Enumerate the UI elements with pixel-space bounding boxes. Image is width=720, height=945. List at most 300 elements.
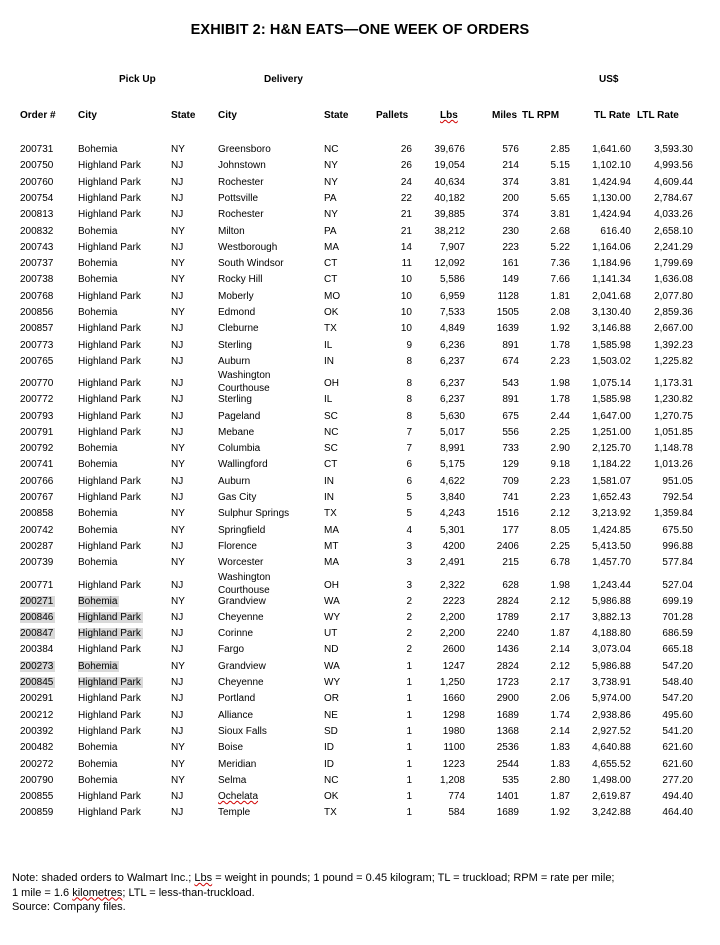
cell-miles: 1128 bbox=[497, 290, 519, 302]
cell-tl-rpm: 1.78 bbox=[550, 394, 570, 406]
cell-ltl-rate: 3,593.30 bbox=[654, 144, 693, 155]
cell-pickup-city: Highland Park bbox=[78, 323, 141, 335]
cell-weight-lbs: 2600 bbox=[442, 644, 465, 656]
cell-tl-rate: 616.40 bbox=[600, 225, 631, 237]
cell-order-number: 200738 bbox=[20, 274, 54, 286]
cell-order-number: 200858 bbox=[20, 508, 54, 520]
footnote-lbs-term: Lbs bbox=[194, 872, 213, 884]
cell-miles: 1689 bbox=[496, 807, 519, 819]
cell-tl-rpm: 2.23 bbox=[550, 492, 570, 503]
cell-pallets: 1 bbox=[406, 774, 412, 786]
cell-order-number: 200765 bbox=[20, 355, 54, 367]
cell-weight-lbs: 7,907 bbox=[439, 241, 465, 253]
cell-tl-rate: 3,738.91 bbox=[592, 677, 631, 688]
cell-order-number: 200743 bbox=[20, 241, 54, 253]
cell-order-number: 200768 bbox=[20, 290, 54, 302]
cell-ltl-rate: 277.20 bbox=[662, 774, 693, 786]
cell-pallets: 1 bbox=[406, 758, 412, 770]
cell-pickup-state: NJ bbox=[171, 426, 184, 438]
cell-pickup-state: NJ bbox=[171, 492, 184, 503]
cell-weight-lbs: 6,236 bbox=[439, 339, 465, 351]
cell-pallets: 14 bbox=[400, 241, 412, 253]
cell-pickup-city: Bohemia bbox=[78, 508, 118, 520]
cell-pallets: 4 bbox=[406, 524, 412, 536]
cell-miles: 543 bbox=[502, 378, 519, 390]
cell-delivery-city: Westborough bbox=[218, 241, 278, 253]
cell-delivery-state: MA bbox=[324, 557, 339, 569]
cell-tl-rate: 1,243.44 bbox=[592, 579, 631, 591]
cell-ltl-rate: 547.20 bbox=[662, 660, 693, 672]
cell-delivery-city: Washington Courthouse bbox=[218, 370, 271, 395]
cell-delivery-city: Sioux Falls bbox=[218, 725, 267, 737]
cell-tl-rpm: 7.36 bbox=[550, 258, 570, 270]
cell-tl-rate: 3,213.92 bbox=[592, 508, 631, 520]
cell-weight-lbs: 5,586 bbox=[439, 274, 465, 286]
cell-pickup-city: Highland Park bbox=[78, 791, 141, 803]
cell-delivery-city: Cleburne bbox=[218, 323, 259, 335]
header-tl-rpm: TL RPM bbox=[522, 110, 560, 121]
cell-pallets: 5 bbox=[406, 508, 412, 520]
header-lbs: Lbs bbox=[440, 110, 458, 121]
cell-order-number: 200392 bbox=[20, 725, 54, 737]
cell-ltl-rate: 1,013.26 bbox=[654, 459, 693, 471]
cell-tl-rate: 5,974.00 bbox=[592, 693, 631, 705]
cell-delivery-state: OR bbox=[324, 693, 339, 705]
cell-pickup-city: Highland Park bbox=[78, 709, 141, 721]
cell-tl-rpm: 2.23 bbox=[550, 355, 570, 367]
cell-tl-rate: 1,585.98 bbox=[592, 339, 631, 351]
cell-tl-rate: 4,655.52 bbox=[592, 758, 631, 770]
cell-miles: 1516 bbox=[496, 508, 519, 520]
cell-tl-rate: 1,503.02 bbox=[592, 355, 631, 367]
cell-pickup-city: Bohemia bbox=[78, 225, 118, 237]
cell-pickup-state: NJ bbox=[171, 192, 184, 204]
cell-delivery-city: Pageland bbox=[218, 410, 261, 422]
cell-order-number: 200287 bbox=[20, 540, 54, 552]
cell-weight-lbs: 4,849 bbox=[439, 323, 465, 335]
cell-tl-rate: 1,102.10 bbox=[592, 160, 631, 172]
cell-delivery-city: Auburn bbox=[218, 355, 251, 367]
cell-pickup-state: NJ bbox=[171, 791, 184, 803]
cell-pickup-city: Bohemia bbox=[78, 660, 118, 672]
header-order-number: Order # bbox=[20, 110, 56, 121]
cell-pickup-state: NJ bbox=[171, 709, 184, 721]
cell-miles: 1436 bbox=[496, 644, 519, 656]
cell-weight-lbs: 6,237 bbox=[439, 394, 465, 406]
cell-ltl-rate: 1,799.69 bbox=[654, 258, 693, 270]
cell-tl-rate: 2,927.52 bbox=[592, 725, 631, 737]
cell-weight-lbs: 5,175 bbox=[439, 459, 465, 471]
header-miles: Miles bbox=[492, 110, 518, 121]
cell-pallets: 10 bbox=[400, 323, 412, 335]
cell-delivery-state: NC bbox=[324, 144, 339, 155]
cell-miles: 2536 bbox=[496, 742, 519, 754]
cell-ltl-rate: 621.60 bbox=[662, 758, 693, 770]
cell-miles: 1639 bbox=[496, 323, 519, 335]
cell-miles: 230 bbox=[502, 225, 519, 237]
cell-weight-lbs: 1,250 bbox=[439, 677, 465, 688]
cell-tl-rate: 1,424.94 bbox=[592, 176, 631, 188]
cell-weight-lbs: 6,237 bbox=[439, 378, 465, 390]
cell-tl-rate: 2,125.70 bbox=[592, 443, 631, 455]
cell-tl-rate: 3,130.40 bbox=[592, 307, 631, 318]
cell-pickup-state: NJ bbox=[171, 339, 184, 351]
cell-miles: 177 bbox=[502, 524, 519, 536]
cell-tl-rpm: 2.17 bbox=[550, 677, 570, 688]
cell-miles: 1368 bbox=[496, 725, 519, 737]
header-ltl-rate: LTL Rate bbox=[637, 110, 679, 121]
cell-pickup-city: Bohemia bbox=[78, 307, 118, 318]
cell-pickup-city: Bohemia bbox=[78, 595, 118, 607]
cell-miles: 1505 bbox=[496, 307, 519, 318]
cell-weight-lbs: 38,212 bbox=[434, 225, 465, 237]
cell-tl-rpm: 2.68 bbox=[550, 225, 570, 237]
cell-pallets: 3 bbox=[406, 579, 412, 591]
cell-ltl-rate: 495.60 bbox=[662, 709, 693, 721]
cell-pallets: 1 bbox=[406, 791, 412, 803]
cell-weight-lbs: 40,182 bbox=[434, 192, 465, 204]
cell-tl-rpm: 9.18 bbox=[550, 459, 570, 471]
cell-order-number: 200770 bbox=[20, 378, 54, 390]
cell-pickup-state: NY bbox=[171, 144, 185, 155]
cell-miles: 149 bbox=[502, 274, 519, 286]
footnote-kilometres-term: kilometres bbox=[72, 886, 123, 899]
cell-order-number: 200771 bbox=[20, 579, 54, 591]
cell-pickup-city: Highland Park bbox=[78, 209, 141, 221]
cell-pickup-city: Bohemia bbox=[78, 144, 118, 155]
cell-weight-lbs: 1660 bbox=[442, 693, 465, 705]
cell-pickup-city: Highland Park bbox=[78, 644, 141, 656]
cell-order-number: 200742 bbox=[20, 524, 54, 536]
cell-delivery-city: Temple bbox=[218, 807, 251, 819]
group-header-currency: US$ bbox=[599, 74, 619, 85]
cell-pallets: 10 bbox=[400, 307, 412, 318]
footnote-text: 1 mile = 1.6 bbox=[12, 886, 73, 899]
cell-ltl-rate: 701.28 bbox=[662, 611, 693, 623]
cell-delivery-city: Milton bbox=[218, 225, 245, 237]
cell-ltl-rate: 665.18 bbox=[662, 644, 693, 656]
cell-miles: 200 bbox=[502, 192, 519, 204]
cell-order-number: 200741 bbox=[20, 459, 54, 471]
header-delivery-state: State bbox=[324, 110, 349, 121]
cell-pickup-city: Highland Park bbox=[78, 807, 141, 819]
cell-ltl-rate: 1,636.08 bbox=[654, 274, 693, 286]
cell-tl-rpm: 3.81 bbox=[550, 176, 570, 188]
cell-tl-rpm: 1.83 bbox=[550, 742, 570, 754]
cell-pickup-state: NJ bbox=[171, 628, 184, 640]
cell-delivery-state: OK bbox=[324, 307, 339, 318]
cell-tl-rpm: 2.08 bbox=[550, 307, 570, 318]
cell-tl-rate: 1,585.98 bbox=[592, 394, 631, 406]
cell-pallets: 1 bbox=[406, 693, 412, 705]
cell-ltl-rate: 4,993.56 bbox=[654, 160, 693, 172]
cell-order-number: 200384 bbox=[20, 644, 54, 656]
cell-delivery-city: Rochester bbox=[218, 209, 264, 221]
cell-weight-lbs: 5,630 bbox=[439, 410, 465, 422]
cell-weight-lbs: 774 bbox=[448, 791, 465, 803]
cell-pickup-city: Highland Park bbox=[78, 475, 141, 487]
cell-delivery-city: Sterling bbox=[218, 339, 252, 351]
cell-ltl-rate: 1,270.75 bbox=[654, 410, 693, 422]
cell-order-number: 200767 bbox=[20, 492, 54, 503]
cell-delivery-state: IN bbox=[324, 492, 334, 503]
cell-order-number: 200846 bbox=[20, 611, 54, 623]
cell-pickup-state: NJ bbox=[171, 160, 184, 172]
cell-pallets: 8 bbox=[406, 394, 412, 406]
cell-delivery-city: Portland bbox=[218, 693, 256, 705]
cell-pallets: 24 bbox=[400, 176, 412, 188]
cell-weight-lbs: 1980 bbox=[442, 725, 465, 737]
cell-delivery-city: Sterling bbox=[218, 394, 252, 406]
cell-delivery-city: Grandview bbox=[218, 660, 266, 672]
footnote-source: Source: Company files. bbox=[12, 901, 126, 913]
cell-order-number: 200790 bbox=[20, 774, 54, 786]
cell-weight-lbs: 5,017 bbox=[439, 426, 465, 438]
cell-weight-lbs: 1298 bbox=[442, 709, 465, 721]
cell-tl-rate: 1,164.06 bbox=[592, 241, 631, 253]
cell-delivery-state: NY bbox=[324, 209, 338, 221]
cell-pickup-state: NY bbox=[171, 660, 185, 672]
cell-pickup-city: Highland Park bbox=[78, 628, 141, 640]
cell-pickup-state: NJ bbox=[171, 176, 184, 188]
cell-pickup-city: Highland Park bbox=[78, 725, 141, 737]
cell-weight-lbs: 2,200 bbox=[439, 611, 465, 623]
cell-weight-lbs: 19,054 bbox=[434, 160, 465, 172]
cell-ltl-rate: 4,033.26 bbox=[654, 209, 693, 221]
cell-tl-rpm: 8.05 bbox=[550, 524, 570, 536]
cell-order-number: 200791 bbox=[20, 426, 54, 438]
cell-delivery-city: Ochelata bbox=[218, 791, 259, 803]
cell-miles: 374 bbox=[502, 176, 519, 188]
cell-pickup-city: Highland Park bbox=[78, 410, 141, 422]
cell-delivery-city: Gas City bbox=[218, 492, 257, 503]
cell-pallets: 7 bbox=[406, 443, 412, 455]
cell-tl-rate: 4,188.80 bbox=[592, 628, 631, 640]
cell-order-number: 200855 bbox=[20, 791, 54, 803]
cell-pallets: 26 bbox=[400, 144, 412, 155]
cell-pallets: 6 bbox=[406, 475, 412, 487]
cell-ltl-rate: 548.40 bbox=[662, 677, 693, 688]
cell-pickup-city: Bohemia bbox=[78, 274, 118, 286]
footnote-text: Note: shaded orders to Walmart Inc.; bbox=[12, 872, 195, 884]
cell-miles: 674 bbox=[502, 355, 519, 367]
cell-pickup-city: Highland Park bbox=[78, 394, 141, 406]
cell-tl-rpm: 3.81 bbox=[550, 209, 570, 221]
cell-pallets: 6 bbox=[406, 459, 412, 471]
cell-order-number: 200792 bbox=[20, 443, 54, 455]
cell-delivery-state: OK bbox=[324, 791, 339, 803]
cell-tl-rpm: 6.78 bbox=[550, 557, 570, 569]
cell-miles: 741 bbox=[502, 492, 519, 503]
cell-tl-rpm: 1.81 bbox=[550, 290, 570, 302]
cell-delivery-city: Mebane bbox=[218, 426, 255, 438]
cell-delivery-city: Alliance bbox=[218, 709, 254, 721]
cell-ltl-rate: 621.60 bbox=[662, 742, 693, 754]
cell-order-number: 200760 bbox=[20, 176, 54, 188]
cell-ltl-rate: 2,077.80 bbox=[654, 290, 693, 302]
cell-delivery-state: IL bbox=[324, 339, 333, 351]
cell-weight-lbs: 40,634 bbox=[434, 176, 465, 188]
cell-order-number: 200737 bbox=[20, 258, 54, 270]
cell-ltl-rate: 2,859.36 bbox=[654, 307, 693, 318]
cell-pickup-city: Highland Park bbox=[78, 540, 141, 552]
cell-pickup-state: NY bbox=[171, 225, 185, 237]
cell-pickup-city: Highland Park bbox=[78, 241, 141, 253]
cell-order-number: 200857 bbox=[20, 323, 54, 335]
cell-delivery-state: IN bbox=[324, 475, 334, 487]
cell-order-number: 200739 bbox=[20, 557, 54, 569]
cell-order-number: 200766 bbox=[20, 475, 54, 487]
cell-delivery-city: Auburn bbox=[218, 475, 251, 487]
cell-delivery-state: OH bbox=[324, 579, 339, 591]
cell-pallets: 8 bbox=[406, 355, 412, 367]
cell-weight-lbs: 2,200 bbox=[439, 628, 465, 640]
header-pickup-state: State bbox=[171, 110, 196, 121]
cell-delivery-city: Pottsville bbox=[218, 192, 259, 204]
footnote-line-1 bbox=[12, 871, 712, 886]
cell-tl-rate: 3,146.88 bbox=[592, 323, 631, 335]
cell-delivery-city: Wallingford bbox=[218, 459, 268, 471]
cell-delivery-state: ND bbox=[324, 644, 339, 656]
cell-delivery-state: NC bbox=[324, 426, 339, 438]
cell-tl-rate: 1,184.96 bbox=[592, 258, 631, 270]
cell-delivery-city: Florence bbox=[218, 540, 257, 552]
cell-pickup-city: Bohemia bbox=[78, 557, 118, 569]
cell-tl-rpm: 2.44 bbox=[550, 410, 570, 422]
group-header-pickup: Pick Up bbox=[119, 74, 156, 85]
cell-tl-rate: 1,652.43 bbox=[592, 492, 631, 503]
cell-weight-lbs: 2,491 bbox=[439, 557, 465, 569]
cell-delivery-city: Cheyenne bbox=[218, 677, 264, 688]
cell-pickup-state: NJ bbox=[171, 677, 184, 688]
cell-ltl-rate: 541.20 bbox=[662, 725, 693, 737]
cell-pallets: 8 bbox=[406, 378, 412, 390]
cell-delivery-city: South Windsor bbox=[218, 258, 284, 270]
cell-tl-rpm: 2.80 bbox=[550, 774, 570, 786]
cell-delivery-state: WA bbox=[324, 660, 340, 672]
cell-miles: 628 bbox=[502, 579, 519, 591]
cell-weight-lbs: 4200 bbox=[442, 540, 465, 552]
cell-pickup-city: Highland Park bbox=[78, 693, 141, 705]
cell-ltl-rate: 1,173.31 bbox=[654, 378, 693, 390]
cell-delivery-city: Greensboro bbox=[218, 144, 271, 155]
cell-order-number: 200731 bbox=[20, 144, 54, 155]
cell-pallets: 3 bbox=[406, 557, 412, 569]
cell-pickup-state: NJ bbox=[171, 475, 184, 487]
cell-pallets: 3 bbox=[406, 540, 412, 552]
cell-order-number: 200856 bbox=[20, 307, 54, 318]
cell-order-number: 200772 bbox=[20, 394, 54, 406]
cell-tl-rpm: 2.12 bbox=[550, 660, 570, 672]
cell-ltl-rate: 2,667.00 bbox=[654, 323, 693, 335]
cell-pickup-city: Bohemia bbox=[78, 258, 118, 270]
cell-pickup-city: Bohemia bbox=[78, 459, 118, 471]
cell-delivery-state: TX bbox=[324, 508, 337, 520]
cell-pallets: 26 bbox=[400, 160, 412, 172]
cell-weight-lbs: 5,301 bbox=[439, 524, 465, 536]
cell-pallets: 1 bbox=[406, 660, 412, 672]
footnote-text: = weight in pounds; 1 pound = 0.45 kilogram; TL = truckload; RPM = rate per mile; bbox=[212, 872, 615, 884]
cell-tl-rate: 1,581.07 bbox=[592, 475, 631, 487]
cell-pickup-state: NJ bbox=[171, 807, 184, 819]
cell-pickup-state: NJ bbox=[171, 209, 184, 221]
cell-pallets: 1 bbox=[406, 677, 412, 688]
cell-tl-rpm: 1.83 bbox=[550, 758, 570, 770]
cell-pickup-city: Highland Park bbox=[78, 192, 141, 204]
cell-pickup-state: NJ bbox=[171, 644, 184, 656]
cell-pickup-city: Bohemia bbox=[78, 758, 118, 770]
cell-pallets: 1 bbox=[406, 709, 412, 721]
cell-order-number: 200832 bbox=[20, 225, 54, 237]
cell-pickup-city: Highland Park bbox=[78, 160, 141, 172]
cell-miles: 535 bbox=[502, 774, 519, 786]
cell-tl-rpm: 1.74 bbox=[550, 709, 570, 721]
cell-tl-rate: 1,647.00 bbox=[592, 410, 631, 422]
cell-miles: 223 bbox=[502, 241, 519, 253]
cell-delivery-city: Moberly bbox=[218, 290, 254, 302]
cell-weight-lbs: 6,237 bbox=[439, 355, 465, 367]
cell-miles: 2824 bbox=[496, 595, 519, 607]
cell-delivery-city: Rocky Hill bbox=[218, 274, 263, 286]
cell-pickup-state: NJ bbox=[171, 410, 184, 422]
cell-delivery-state: SC bbox=[324, 443, 338, 455]
cell-miles: 891 bbox=[502, 339, 519, 351]
cell-delivery-state: MT bbox=[324, 540, 339, 552]
cell-weight-lbs: 2223 bbox=[442, 595, 465, 607]
cell-delivery-state: CT bbox=[324, 274, 338, 286]
cell-ltl-rate: 4,609.44 bbox=[654, 176, 693, 188]
cell-pickup-state: NJ bbox=[171, 540, 184, 552]
cell-delivery-state: UT bbox=[324, 628, 338, 640]
cell-pallets: 11 bbox=[401, 258, 412, 270]
cell-order-number: 200272 bbox=[20, 758, 54, 770]
cell-miles: 576 bbox=[502, 144, 519, 155]
cell-pickup-state: NY bbox=[171, 524, 185, 536]
cell-pickup-state: NY bbox=[171, 758, 185, 770]
cell-ltl-rate: 2,241.29 bbox=[654, 241, 693, 253]
cell-delivery-city: Worcester bbox=[218, 557, 264, 569]
cell-pallets: 1 bbox=[406, 807, 412, 819]
cell-delivery-state: NY bbox=[324, 160, 338, 172]
exhibit-title: EXHIBIT 2: H&N EATS—ONE WEEK OF ORDERS bbox=[190, 22, 530, 38]
cell-weight-lbs: 39,885 bbox=[434, 209, 465, 221]
cell-order-number: 200813 bbox=[20, 209, 54, 221]
cell-delivery-state: MO bbox=[324, 290, 341, 302]
cell-weight-lbs: 3,840 bbox=[439, 492, 465, 503]
cell-tl-rpm: 2.25 bbox=[550, 540, 570, 552]
cell-delivery-state: WY bbox=[324, 611, 341, 623]
cell-pickup-state: NY bbox=[171, 508, 185, 520]
cell-tl-rate: 1,251.00 bbox=[592, 426, 631, 438]
cell-ltl-rate: 464.40 bbox=[662, 807, 693, 819]
cell-delivery-city: Johnstown bbox=[218, 160, 266, 172]
cell-tl-rate: 3,073.04 bbox=[592, 644, 631, 656]
cell-tl-rate: 1,075.14 bbox=[592, 378, 631, 390]
cell-pickup-state: NY bbox=[171, 459, 185, 471]
cell-pallets: 8 bbox=[406, 410, 412, 422]
cell-weight-lbs: 6,959 bbox=[439, 290, 465, 302]
header-pickup-city: City bbox=[78, 110, 97, 121]
cell-miles: 161 bbox=[502, 258, 519, 270]
cell-pickup-city: Highland Park bbox=[78, 677, 141, 688]
cell-tl-rpm: 2.12 bbox=[550, 508, 570, 520]
cell-tl-rpm: 1.78 bbox=[550, 339, 570, 351]
cell-order-number: 200482 bbox=[20, 742, 54, 754]
cell-pallets: 10 bbox=[400, 290, 412, 302]
cell-tl-rpm: 5.22 bbox=[550, 241, 570, 253]
cell-tl-rate: 1,457.70 bbox=[592, 557, 631, 569]
cell-ltl-rate: 494.40 bbox=[662, 791, 693, 803]
